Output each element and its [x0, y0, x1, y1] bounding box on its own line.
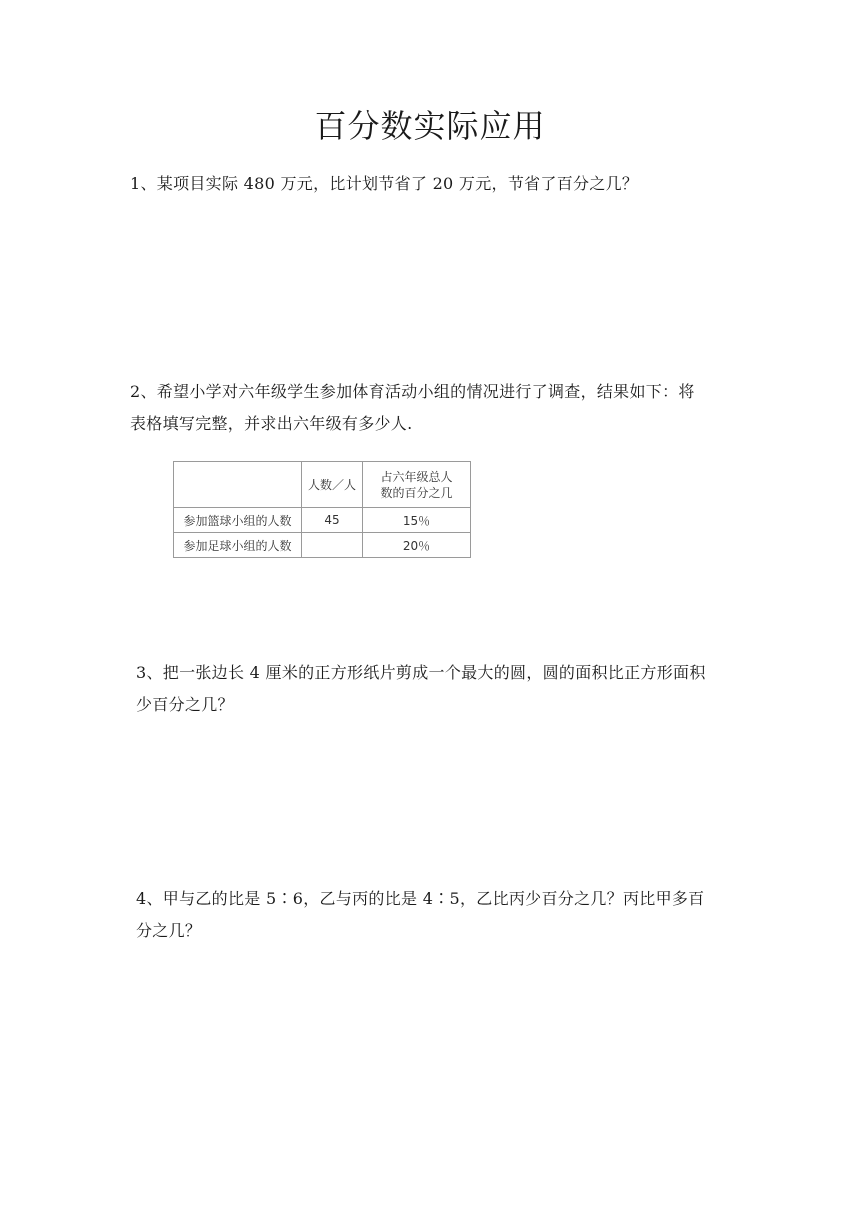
table-header-count: 人数／人 — [302, 462, 363, 508]
question-2 — [130, 376, 740, 440]
question-3 — [136, 657, 740, 721]
cell-basketball-count: 45 — [302, 508, 363, 533]
question-4-line-2: 分之几？ — [136, 921, 202, 940]
row-label-basketball: 参加篮球小组的人数 — [174, 508, 302, 533]
cell-football-percent: 20％ — [363, 533, 471, 558]
table-header-row — [174, 462, 471, 508]
question-3-line-2: 少百分之几？ — [136, 695, 234, 714]
table-header-blank — [174, 462, 302, 508]
survey-table — [173, 461, 471, 558]
question-1-line-1: 1、某项目实际 480 万元，比计划节省了 20 万元，节省了百分之几？ — [130, 174, 639, 193]
question-2-line-2: 表格填写完整，并求出六年级有多少人. — [130, 414, 413, 433]
page-title: 百分数实际应用 — [314, 107, 546, 145]
table-header-percent — [363, 462, 471, 508]
question-4 — [136, 883, 740, 947]
question-2-line-1: 2、希望小学对六年级学生参加体育活动小组的情况进行了调查，结果如下：将 — [130, 382, 695, 401]
table-row — [174, 508, 471, 533]
table-header-percent-line-2: 数的百分之几 — [380, 485, 453, 500]
table-row — [174, 533, 471, 558]
question-3-line-1: 3、把一张边长 4 厘米的正方形纸片剪成一个最大的圆，圆的面积比正方形面积 — [136, 663, 706, 682]
row-label-football: 参加足球小组的人数 — [174, 533, 302, 558]
cell-basketball-percent: 15％ — [363, 508, 471, 533]
cell-football-count — [302, 533, 363, 558]
question-1 — [130, 168, 740, 200]
table-header-percent-line-1: 占六年级总人 — [380, 469, 453, 484]
question-4-line-1: 4、甲与乙的比是 5∶6，乙与丙的比是 4∶5，乙比丙少百分之几？丙比甲多百 — [136, 889, 705, 908]
